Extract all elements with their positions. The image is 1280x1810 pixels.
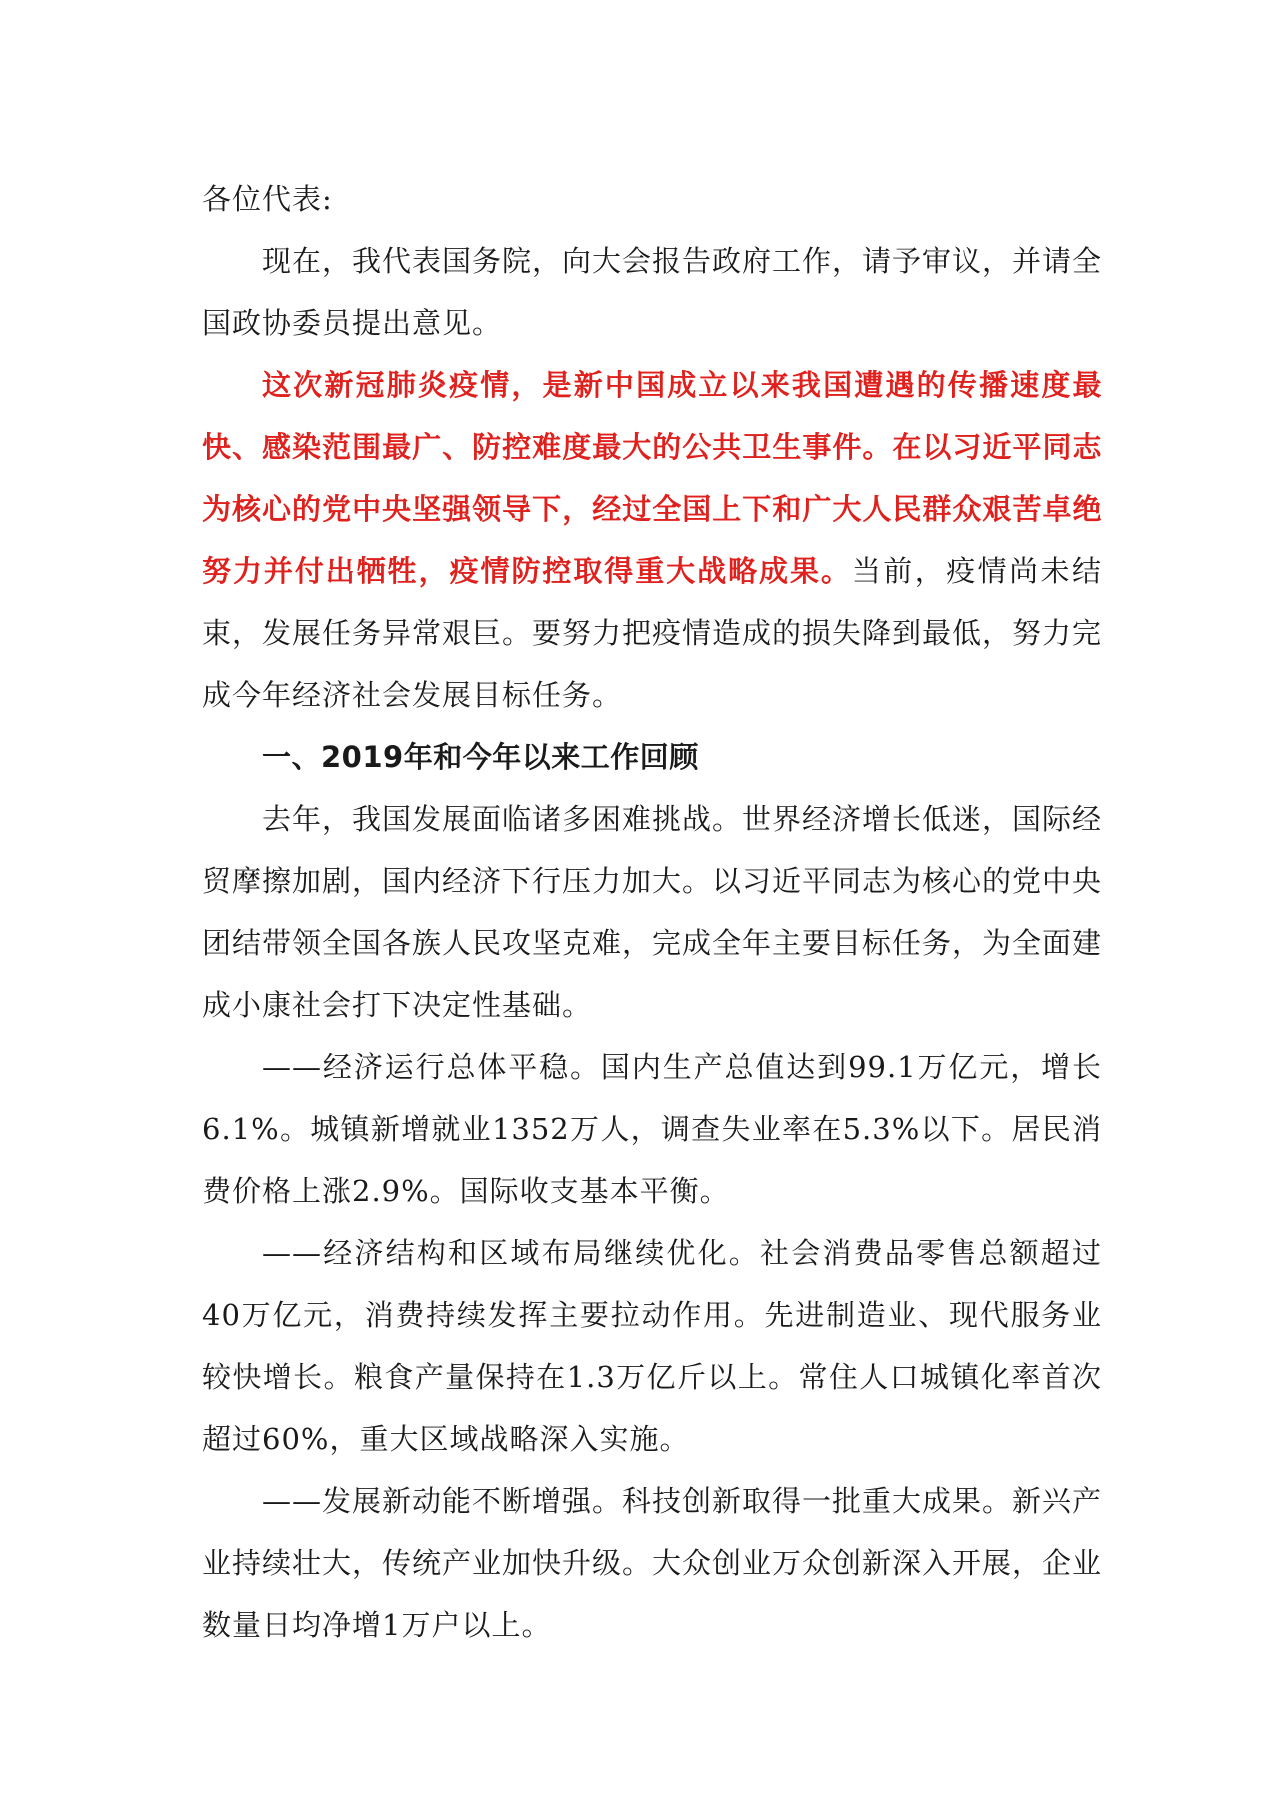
economy-paragraph: ——经济运行总体平稳。国内生产总值达到99.1万亿元，增长6.1%。城镇新增就业1352万人，调查失业率在5.3%以下。居民消费价格上涨2.9%。国际收支基本平衡。	[202, 1050, 1102, 1208]
structure-paragraph: ——经济结构和区域布局继续优化。社会消费品零售总额超过40万亿元，消费持续发挥主要拉动作用。先进制造业、现代服务业较快增长。粮食产量保持在1.3万亿斤以上。常住人口城镇化率首次超过60%，重大区域战略深入实施。	[202, 1236, 1102, 1456]
section-heading: 一、2019年和今年以来工作回顾	[262, 740, 699, 774]
covid-paragraph	[202, 354, 1102, 726]
highlighted-text: 这次新冠肺炎疫情，是新中国成立以来我国遭遇的传播速度最快、感染范围最广、防控难度最大的公共卫生事件。在以习近平同志为核心的党中央坚强领导下，经过全国上下和广大人民群众艰苦卓绝努力并付出牺牲，疫情防控取得重大战略成果。	[202, 368, 1102, 588]
document-body	[202, 168, 1102, 1656]
salutation: 各位代表:	[202, 182, 333, 216]
momentum-paragraph: ——发展新动能不断增强。科技创新取得一批重大成果。新兴产业持续壮大，传统产业加快升级。大众创业万众创新深入开展，企业数量日均净增1万户以上。	[202, 1484, 1103, 1642]
normal-text: 当前，疫情尚未结束，发展任务异常艰巨。要努力把疫情造成的损失降到最低，努力完成今年经济社会发展目标任务。	[202, 554, 1103, 712]
body-paragraph: 去年，我国发展面临诸多困难挑战。世界经济增长低迷，国际经贸摩擦加剧，国内经济下行压力加大。以习近平同志为核心的党中央团结带领全国各族人民攻坚克难，完成全年主要目标任务，为全面建成小康社会打下决定性基础。	[202, 802, 1103, 1022]
intro-paragraph: 现在，我代表国务院，向大会报告政府工作，请予审议，并请全国政协委员提出意见。	[202, 244, 1103, 340]
